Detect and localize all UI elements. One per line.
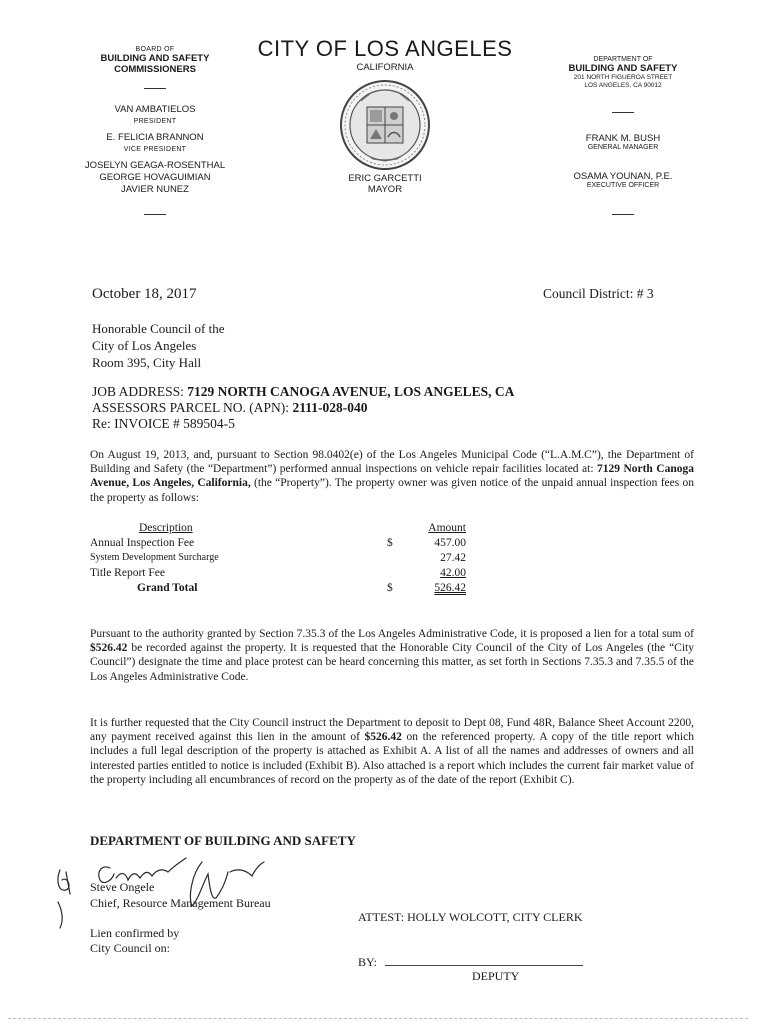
- board-name-line1: BUILDING AND SAFETY: [100, 53, 210, 64]
- vice-president-name: E. FELICIA BRANNON: [106, 132, 204, 143]
- lien-amount-bold: $526.42: [90, 642, 128, 655]
- board-of-label: BOARD OF: [135, 46, 175, 53]
- general-manager-name: FRANK M. BUSH: [585, 133, 661, 144]
- fee-row: [90, 552, 490, 567]
- invoice-line: Re: INVOICE # 589504-5: [92, 416, 235, 431]
- job-address-label: JOB ADDRESS:: [92, 384, 188, 399]
- department-block: [528, 56, 718, 222]
- page-bottom-divider: [8, 1018, 748, 1019]
- president-name: VAN AMBATIELOS: [114, 104, 196, 115]
- fee-table-header: [90, 522, 490, 537]
- grand-total-currency: $: [387, 582, 393, 594]
- grand-total-amount: 526.42: [434, 582, 466, 594]
- general-manager-title: GENERAL MANAGER: [587, 144, 659, 151]
- mayor-title: MAYOR: [367, 184, 403, 195]
- board-name-line2: COMMISSIONERS: [114, 64, 196, 75]
- by-label: BY:: [358, 955, 377, 969]
- president-title: PRESIDENT: [133, 118, 177, 125]
- lien-confirmation: [90, 926, 179, 956]
- divider: [144, 88, 166, 89]
- fee-description: System Development Surcharge: [90, 552, 219, 563]
- divider: [612, 112, 634, 113]
- signer-name: Steve Ongele: [90, 880, 155, 894]
- job-address-value: 7129 NORTH CANOGA AVENUE, LOS ANGELES, CA: [187, 384, 515, 399]
- fee-table: [90, 522, 490, 597]
- recipient-line: City of Los Angeles: [92, 338, 197, 353]
- paragraph-text: be recorded against the property. It is requested that the Honorable City Council of the City of Los Angeles (the “City Council”) designate the time and place protest can be heard concerning this matter, as set forth in Sections 7.35.3 and 7.35.5 of the Los Angeles Administrative Code.: [90, 642, 694, 683]
- lien-confirmation-line: City Council on:: [90, 941, 171, 955]
- paragraph-text: on the referenced property. A copy of the title report which includes a full legal description of the property is attached as Exhibit A. A list of all the names and addresses of owners and all interested parties entitled to notice is included (Exhibit B). Also attached is a report which includes the current fair market value of the property including all encumbrances of record on the property as of the date of the report (Exhibit C).: [90, 731, 694, 786]
- property-address-bold: 7129 North Canoga Avenue, Los Angeles, California,: [90, 463, 694, 490]
- city-header-block: [250, 36, 520, 195]
- deputy-label: DEPUTY: [472, 969, 520, 983]
- fee-currency: $: [387, 537, 393, 549]
- city-title: CITY OF LOS ANGELES: [257, 36, 513, 61]
- paragraph-inspection: [90, 448, 694, 505]
- department-address-line1: 201 NORTH FIGUEROA STREET: [573, 74, 673, 81]
- commissioner-name: GEORGE HOVAGUIMIAN: [99, 172, 211, 183]
- recipient-line: Honorable Council of the: [92, 321, 225, 336]
- fee-description: Annual Inspection Fee: [90, 537, 195, 549]
- city-seal-icon: [339, 79, 431, 171]
- job-reference-block: [92, 384, 514, 432]
- apn-value: 2111-028-040: [292, 400, 368, 415]
- lien-amount-bold: $526.42: [364, 731, 402, 744]
- attest-line: ATTEST: HOLLY WOLCOTT, CITY CLERK: [358, 910, 583, 924]
- department-name: BUILDING AND SAFETY: [568, 63, 678, 74]
- description-header: Description: [139, 522, 193, 534]
- board-commissioners-block: [60, 46, 250, 222]
- grand-total-row: [90, 582, 490, 597]
- lien-confirmation-line: Lien confirmed by: [90, 926, 180, 940]
- executive-officer-title: EXECUTIVE OFFICER: [586, 182, 660, 189]
- recipient-line: Room 395, City Hall: [92, 355, 202, 370]
- department-signature-heading: DEPARTMENT OF BUILDING AND SAFETY: [90, 833, 356, 848]
- signer-block: [90, 879, 271, 911]
- fee-amount: 42.00: [440, 567, 466, 579]
- vice-president-title: VICE PRESIDENT: [123, 146, 187, 153]
- fee-row: [90, 537, 490, 552]
- paragraph-lien-proposal: [90, 627, 694, 684]
- commissioner-name: JOSELYN GEAGA-ROSENTHAL: [84, 160, 226, 171]
- department-of-label: DEPARTMENT OF: [593, 56, 653, 63]
- divider: [144, 214, 166, 215]
- grand-total-label: Grand Total: [137, 582, 198, 594]
- state-label: CALIFORNIA: [356, 62, 414, 73]
- apn-line: [92, 400, 514, 416]
- paragraph-text: On August 19, 2013, and, pursuant to Section 98.0402(e) of the Los Angeles Municipal Code (“L.A.M.C”), the Department of Building and Safety (the “Department”) performed annual inspections on vehicle repair facilities located at:: [90, 449, 694, 476]
- department-address-line2: LOS ANGELES, CA 90012: [584, 82, 662, 89]
- paragraph-text: It is further requested that the City Council instruct the Department to deposit to Dept 08, Fund 48R, Balance Sheet Account 2200, any payment received against this lien in the amount of: [90, 717, 694, 744]
- fee-row: [90, 567, 490, 582]
- fee-description: Title Report Fee: [90, 567, 165, 579]
- council-district: Council District: # 3: [543, 286, 654, 301]
- executive-officer-name: OSAMA YOUNAN, P.E.: [573, 171, 673, 182]
- fee-amount: 27.42: [440, 552, 466, 564]
- job-address-line: [92, 384, 514, 400]
- apn-label: ASSESSORS PARCEL NO. (APN):: [92, 400, 293, 415]
- paragraph-text: Pursuant to the authority granted by Section 7.35.3 of the Los Angeles Administrative Code, it is proposed a lien for a total sum of: [90, 628, 694, 640]
- letter-date: October 18, 2017: [92, 286, 197, 302]
- divider: [612, 214, 634, 215]
- signer-title: Chief, Resource Management Bureau: [90, 896, 271, 910]
- signature-line: [385, 965, 583, 966]
- paragraph-deposit-request: [90, 716, 694, 787]
- amount-header: Amount: [428, 522, 466, 534]
- paragraph-text: (the “Property”). The property owner was given notice of the unpaid annual inspection fees on the property as follows:: [90, 477, 694, 504]
- commissioner-name: JAVIER NUNEZ: [121, 184, 189, 195]
- fee-amount: 457.00: [434, 537, 466, 549]
- mayor-name: ERIC GARCETTI: [348, 173, 422, 184]
- recipient-address: [92, 320, 225, 371]
